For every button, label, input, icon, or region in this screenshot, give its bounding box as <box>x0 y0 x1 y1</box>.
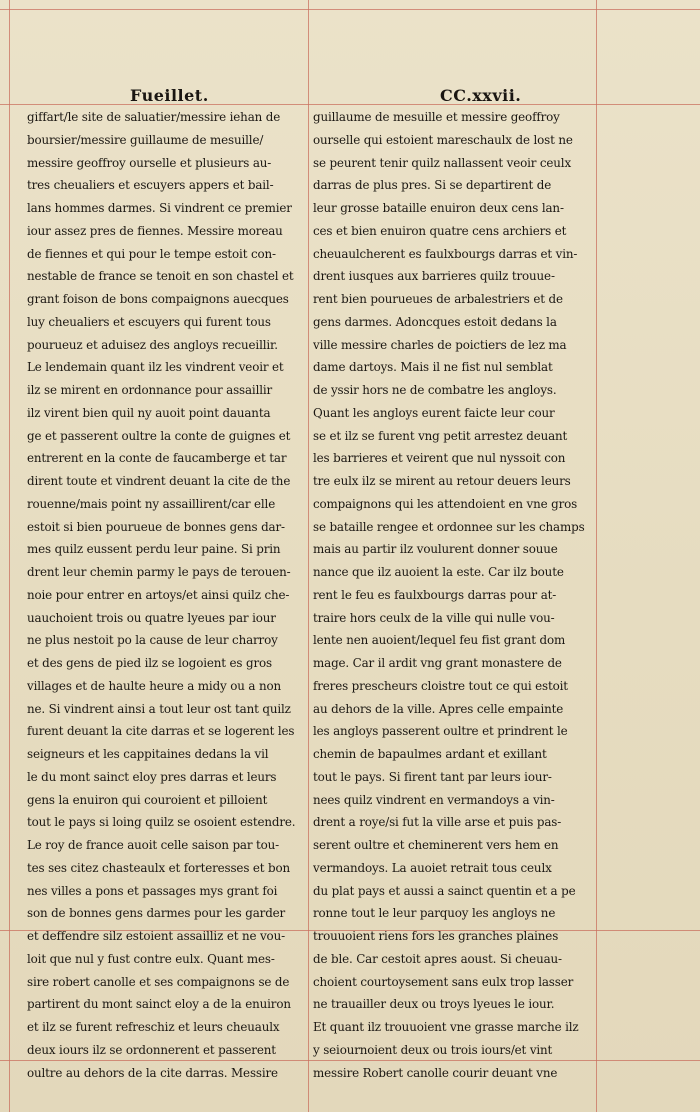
page-header-left: Fueillet. <box>130 86 209 105</box>
text-line: ne. Si vindrent ainsi a tout leur ost tant quilz <box>27 701 291 716</box>
text-line: tout le pays si loing quilz se osoient estendre. <box>27 815 296 830</box>
text-line: freres prescheurs cloistre tout ce qui estoit <box>313 678 568 693</box>
text-line: et des gens de pied ilz se logoient es gros <box>27 656 272 670</box>
text-line: compaignons qui les attendoient en vne gros <box>313 496 578 511</box>
text-line: les angloys passerent oultre et prindrent le <box>313 724 568 739</box>
text-line: le du mont sainct eloy pres darras et leurs <box>27 769 277 784</box>
text-line: messire geoffroy ourselle et plusieurs au- <box>27 155 272 170</box>
text-line: tout le pays. Si firent tant par leurs iour- <box>313 769 552 784</box>
text-line: drent a roye/si fut la ville arse et puis pas- <box>313 815 562 830</box>
text-line: de yssir hors ne de combatre les angloys. <box>313 383 557 397</box>
text-line: gens la enuiron qui couroient et pilloient <box>27 792 268 807</box>
header-rule <box>0 104 700 105</box>
text-line: ne plus nestoit po la cause de leur charroy <box>27 633 278 648</box>
text-line: noie pour entrer en artoys/et ainsi quilz che- <box>27 587 290 602</box>
text-line: tres cheualiers et escuyers appers et bail- <box>27 178 274 193</box>
text-line: boursier/messire guillaume de mesuille/ <box>27 132 264 147</box>
text-line: au dehors de la ville. Apres celle empainte <box>313 701 564 716</box>
text-line: lente nen auoient/lequel feu fist grant dom <box>313 633 566 648</box>
text-line: lans hommes darmes. Si vindrent ce premier <box>27 201 292 215</box>
text-line: deux iours ilz se ordonnerent et passerent <box>27 1042 276 1057</box>
text-line: rouenne/mais point ny assaillirent/car elle <box>27 496 276 511</box>
text-line: loit que nul y fust contre eulx. Quant mes- <box>27 951 275 966</box>
text-line: partirent du mont sainct eloy a de la enuiron <box>27 997 291 1012</box>
text-line: ville messire charles de poictiers de lez ma <box>313 337 567 352</box>
text-line: traire hors ceulx de la ville qui nulle vou- <box>313 610 555 625</box>
text-line: mais au partir ilz voulurent donner souue <box>313 542 558 557</box>
text-line: tes ses citez chasteaulx et forteresses et bon <box>27 860 291 875</box>
text-line: uauchoient trois ou quatre lyeues par iour <box>27 610 276 625</box>
text-line: se bataille rengee et ordonnee sur les champs <box>313 519 585 534</box>
text-line: iour assez pres de fiennes. Messire moreau <box>27 223 283 238</box>
text-line: son de bonnes gens darmes pour les garder <box>27 906 286 921</box>
text-line: drent iusques aux barrieres quilz trouue- <box>313 269 555 284</box>
text-line: ronne tout le leur parquoy les angloys ne <box>313 906 556 921</box>
text-line: dame dartoys. Mais il ne fist nul semblat <box>313 360 553 375</box>
text-line: Le roy de france auoit celle saison par tou- <box>27 838 280 852</box>
text-line: villages et de haulte heure a midy ou a non <box>27 678 281 693</box>
text-line: ne trauailler deux ou troys lyeues le iour. <box>313 997 555 1012</box>
text-line: serent oultre et cheminerent vers hem en <box>313 838 559 852</box>
text-line: seigneurs et les cappitaines dedans la vil <box>27 747 269 761</box>
text-line: dirent toute et vindrent deuant la cite de the <box>27 474 291 488</box>
margin-rule-left <box>9 0 10 1112</box>
text-line: du plat pays et aussi a sainct quentin et a pe <box>313 883 576 898</box>
text-line: tre eulx ilz se mirent au retour deuers leurs <box>313 474 571 488</box>
text-line: rent le feu es faulxbourgs darras pour at- <box>313 587 557 602</box>
text-line: messire Robert canolle courir deuant vne <box>313 1065 558 1080</box>
text-line: Le lendemain quant ilz les vindrent veoir et <box>27 360 284 375</box>
text-line: et ilz se furent refreschiz et leurs cheuaulx <box>27 1020 280 1034</box>
text-line: de fiennes et qui pour le tempe estoit con- <box>27 246 276 261</box>
text-line: les barrieres et veirent que nul nyssoit con <box>313 451 566 466</box>
text-line: se peurent tenir quilz nallassent veoir ceulx <box>313 155 572 170</box>
text-line: ourselle qui estoient mareschaulx de lost ne <box>313 132 573 147</box>
text-line: guillaume de mesuille et messire geoffroy <box>313 110 560 124</box>
text-line: luy cheualiers et escuyers qui furent tous <box>27 314 271 329</box>
text-line: ces et bien enuiron quatre cens archiers et <box>313 223 567 238</box>
column-rule-middle <box>308 0 309 1112</box>
text-line: ge et passerent oultre la conte de guignes et <box>27 428 291 443</box>
text-line: cheuaulcherent es faulxbourgs darras et vin- <box>313 246 578 261</box>
margin-rule-right <box>596 0 597 1112</box>
text-line: et deffendre silz estoient assailliz et ne vou- <box>27 929 285 943</box>
text-line: gens darmes. Adoncques estoit dedans la <box>313 314 557 329</box>
text-line: leur grosse bataille enuiron deux cens lan- <box>313 201 564 215</box>
text-line: nance que ilz auoient la este. Car ilz boute <box>313 565 564 579</box>
text-line: chemin de bapaulmes ardant et exillant <box>313 747 547 761</box>
text-line: rent bien pourueues de arbalestriers et de <box>313 292 563 306</box>
text-column-left <box>27 106 299 1084</box>
text-line: sire robert canolle et ses compaignons se de <box>27 974 290 989</box>
text-line: Et quant ilz trouuoient vne grasse marche ilz <box>313 1020 579 1034</box>
text-line: drent leur chemin parmy le pays de terouen- <box>27 565 291 579</box>
text-line: y seiournoient deux ou trois iours/et vint <box>313 1042 553 1057</box>
text-line: pourueuz et aduisez des angloys recueillir. <box>27 337 278 352</box>
text-line: choient courtoysement sans eulx trop lasser <box>313 974 574 989</box>
text-line: darras de plus pres. Si se departirent de <box>313 178 552 193</box>
text-line: nees quilz vindrent en vermandoys a vin- <box>313 792 555 807</box>
text-line: mage. Car il ardit vng grant monastere de <box>313 656 562 670</box>
text-line: de ble. Car cestoit apres aoust. Si cheuau- <box>313 951 562 966</box>
text-line: grant foison de bons compaignons auecques <box>27 292 289 306</box>
text-line: Quant les angloys eurent faicte leur cour <box>313 405 555 420</box>
text-line: entrerent en la conte de faucamberge et tar <box>27 451 287 466</box>
text-line: estoit si bien pourueue de bonnes gens dar- <box>27 519 285 534</box>
text-line: furent deuant la cite darras et se logerent les <box>27 724 295 739</box>
text-line: trouuoient riens fors les granches plaines <box>313 929 559 943</box>
text-column-right <box>313 106 591 1084</box>
text-line: vermandoys. La auoiet retrait tous ceulx <box>313 860 552 875</box>
folio-number: CC.xxvii. <box>440 86 522 105</box>
text-line: nes villes a pons et passages mys grant foi <box>27 883 278 898</box>
text-line: nestable de france se tenoit en son chastel et <box>27 269 294 284</box>
text-line: mes quilz eussent perdu leur paine. Si prin <box>27 542 281 557</box>
text-line: se et ilz se furent vng petit arrestez deuant <box>313 428 568 443</box>
text-line: giffart/le site de saluatier/messire iehan de <box>27 110 281 124</box>
text-line: ilz se mirent en ordonnance pour assaillir <box>27 383 273 397</box>
top-rule <box>0 9 700 10</box>
text-line: ilz virent bien quil ny auoit point dauanta <box>27 405 271 420</box>
text-line: oultre au dehors de la cite darras. Messire <box>27 1065 278 1080</box>
